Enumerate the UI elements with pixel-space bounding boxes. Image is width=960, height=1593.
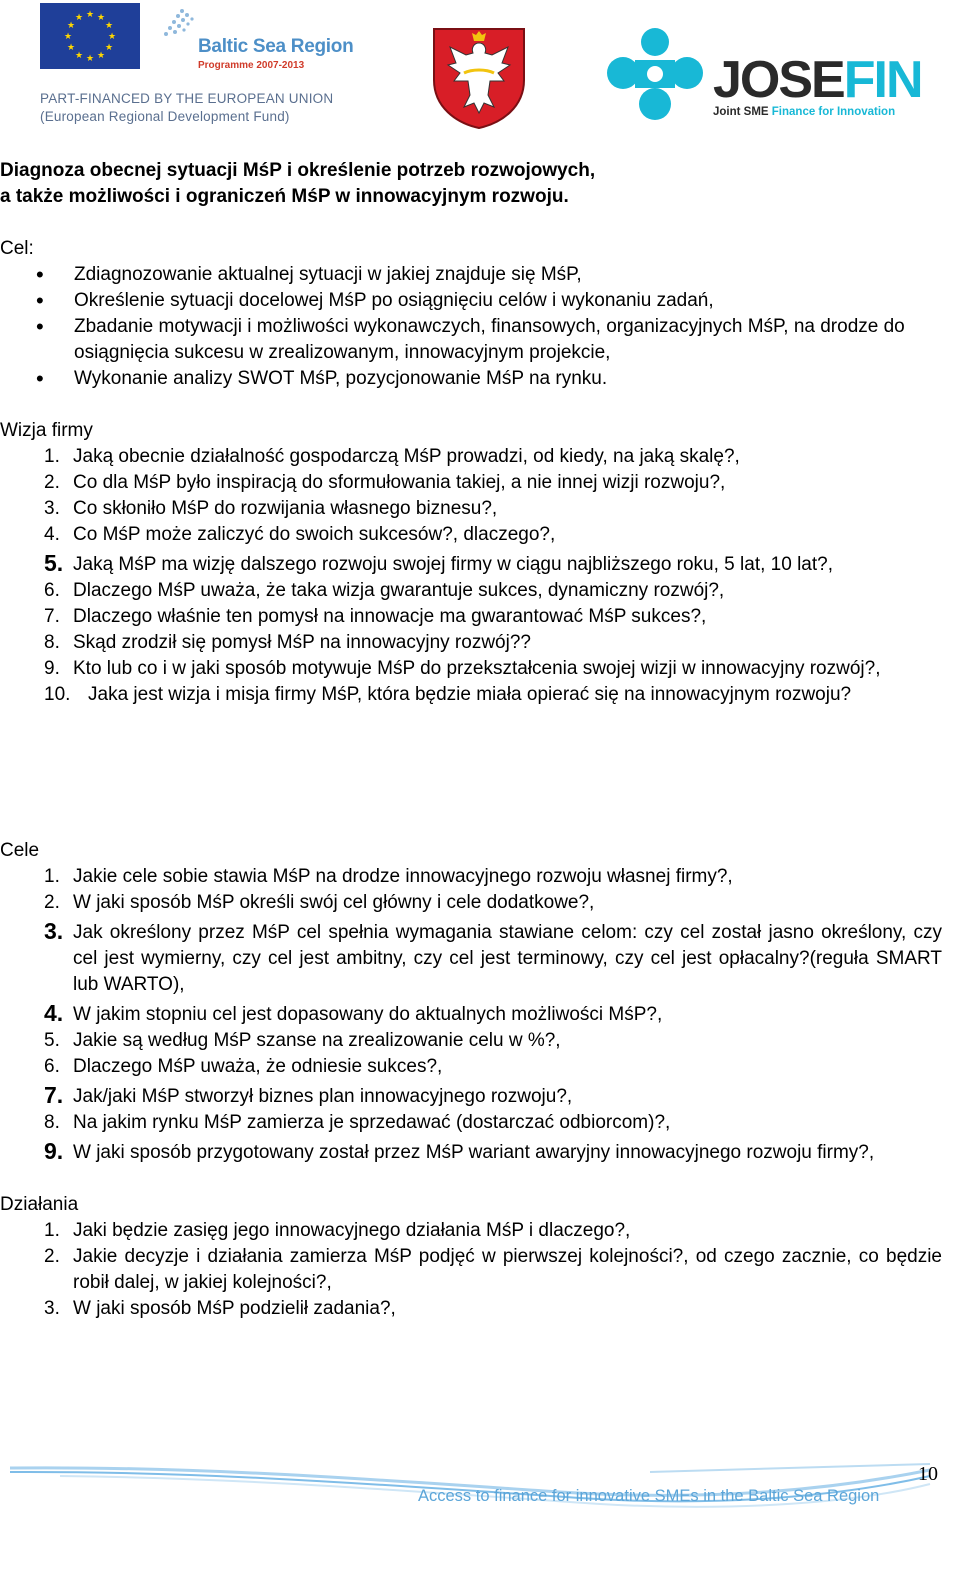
cele-list [0,864,942,1166]
item-text: Co MśP może zaliczyć do swoich sukcesów?, dlaczego?, [73,524,556,545]
page-footer [0,1462,960,1522]
item-number: 8. [44,632,60,653]
item-number: 5. [44,1030,60,1051]
list-item [0,604,942,630]
josefin-tag-a: Joint SME [713,106,772,118]
cel-section-title: Cel: [0,238,34,259]
item-number: 4. [44,524,60,545]
list-item [0,444,942,470]
item-number: 8. [44,1112,60,1133]
item-number: 1. [44,446,60,467]
intro-heading-line2: a także możliwości i ograniczeń MśP w innowacyjnym rozwoju. [0,186,569,207]
list-item [0,470,942,496]
item-text: Skąd zrodził się pomysł MśP na innowacyjny rozwój?? [73,632,531,653]
item-number: 7. [44,1082,64,1108]
list-item [0,864,942,890]
item-text: Jak/jaki MśP stworzył biznes plan innowacyjnego rozwoju?, [73,1086,573,1107]
list-item [0,1084,942,1110]
wizja-list [0,444,942,708]
list-item [0,1002,942,1028]
item-text: Kto lub co i w jaki sposób motywuje MśP do przekształcenia swojej wizji w innowacyjny rozwój?, [73,658,881,679]
list-item [0,1054,942,1080]
svg-text:★: ★ [107,32,117,42]
footer-tagline: Access to finance for innovative SMEs in the Baltic Sea Region [418,1487,880,1505]
item-number: 3. [44,918,64,944]
svg-text:★: ★ [104,43,114,53]
svg-text:★: ★ [96,13,106,23]
item-number: 2. [44,472,60,493]
list-item [0,682,942,708]
list-item [0,630,942,656]
josefin-tagline [713,106,895,118]
list-item [0,496,942,522]
item-number: 9. [44,1138,64,1164]
list-item [0,522,942,548]
list-item [0,920,942,998]
item-text: Jaką obecnie działalność gospodarczą MśP prowadzi, od kiedy, na jaką skalę?, [73,446,740,467]
dzialania-list [0,1218,942,1322]
list-item [0,552,942,578]
svg-text:★: ★ [85,54,95,64]
list-item: • Określenie sytuacji docelowej MśP po osiągnięciu celów i wykonaniu zadań, [0,288,942,314]
item-text: W jaki sposób przygotowany został przez MśP wariant awaryjny innowacyjnego rozwoju firmy?, [73,1142,875,1163]
item-text: Dlaczego MśP uważa, że odniesie sukces?, [73,1056,443,1077]
bsr-title: Baltic Sea Region [198,36,354,57]
item-number: 4. [44,1000,64,1026]
eu-flag-logo [40,3,140,69]
item-number: 7. [44,606,60,627]
svg-text:★: ★ [96,51,106,61]
item-number: 3. [44,1298,60,1319]
item-number: 3. [44,498,60,519]
item-number: 2. [44,892,60,913]
item-text: Jakie są według MśP szanse na zrealizowanie celu w %?, [73,1030,561,1051]
item-number: 9. [44,658,60,679]
svg-text:★: ★ [66,21,76,31]
list-item [0,656,942,682]
cel-list [0,262,942,392]
svg-text:★: ★ [104,21,114,31]
part-financed-line2: (European Regional Development Fund) [40,109,290,124]
list-item [0,890,942,916]
svg-text:★: ★ [74,13,84,23]
baltic-sea-region-logo [158,4,358,74]
item-number: 1. [44,1220,60,1241]
list-item [0,1110,942,1136]
list-item: • Zdiagnozowanie aktualnej sytuacji w jakiej znajduje się MśP, [0,262,942,288]
item-text: W jakim stopniu cel jest dopasowany do aktualnych możliwości MśP?, [73,1004,663,1025]
cele-section-title: Cele [0,840,40,861]
list-item [0,1140,942,1166]
item-text: Jaką MśP ma wizję dalszego rozwoju swojej firmy w ciągu najbliższego roku, 5 lat, 10 lat?, [73,554,833,575]
item-number: 5. [44,550,64,576]
item-text: Dlaczego właśnie ten pomysł na innowacje ma gwarantować MśP sukces?, [73,606,707,627]
josefin-word-b: FIN [843,51,922,109]
item-text: Jaki będzie zasięg jego innowacyjnego działania MśP i dlaczego?, [73,1220,631,1241]
bsr-programme: Programme 2007-2013 [198,60,305,71]
josefin-logo [605,28,935,123]
list-item: • Wykonanie analizy SWOT MśP, pozycjonowanie MśP na rynku. [0,366,942,392]
item-text: Na jakim rynku MśP zamierza je sprzedawać (dostarczać odbiorcom)?, [73,1112,671,1133]
page-number: 10 [918,1463,938,1485]
list-item [0,1244,942,1296]
intro-heading-line1: Diagnoza obecnej sytuacji MśP i określenie potrzeb rozwojowych, [0,160,596,181]
list-item: • Zbadanie motywacji i możliwości wykonawczych, finansowych, organizacyjnych MśP, na drodze do osiągnięcia sukcesu w zrealizowanym, innowacyjnym projekcie, [0,314,942,366]
item-text: Jaka jest wizja i misja firmy MśP, która będzie miała opierać się na innowacyjnym rozwoju? [88,684,852,705]
item-text: W jaki sposób MśP podzielił zadania?, [73,1298,396,1319]
svg-text:★: ★ [63,32,73,42]
item-number: 10. [44,684,71,705]
josefin-word-a: JOSE [713,51,844,109]
part-financed-note [40,90,333,126]
list-item [0,578,942,604]
josefin-wordmark [713,51,922,109]
item-text: Jakie decyzje i działania zamierza MśP podjęć w pierwszej kolejności?, od czego zacznie, co będzie robił dalej, w jakiej kolejności?, [73,1246,942,1293]
item-number: 6. [44,580,60,601]
list-item [0,1218,942,1244]
svg-text:★: ★ [74,51,84,61]
list-item [0,1028,942,1054]
item-text: Jakie cele sobie stawia MśP na drodze innowacyjnego rozwoju własnej firmy?, [73,866,733,887]
svg-text:★: ★ [66,43,76,53]
document-body [0,158,942,1322]
wizja-section-title: Wizja firmy [0,420,93,441]
svg-text:★: ★ [85,10,95,20]
item-text: W jaki sposób MśP określi swój cel główny i cele dodatkowe?, [73,892,595,913]
page-header [0,0,960,140]
item-text: Co dla MśP było inspiracją do sformułowania takiej, a nie innej wizji rozwoju?, [73,472,726,493]
item-text: Dlaczego MśP uważa, że taka wizja gwarantuje sukces, dynamiczny rozwój?, [73,580,725,601]
item-number: 1. [44,866,60,887]
dzialania-section-title: Działania [0,1194,79,1215]
part-financed-line1: PART-FINANCED BY THE EUROPEAN UNION [40,91,334,106]
list-item [0,1296,942,1322]
wielkopolska-crest-logo [430,25,528,130]
item-number: 2. [44,1246,60,1267]
item-number: 6. [44,1056,60,1077]
josefin-tag-b: Finance for Innovation [771,106,896,118]
item-text: Jak określony przez MśP cel spełnia wymagania stawiane celom: czy cel został jasno określony, czy cel jest wymierny, czy cel jest ambitny, czy cel jest terminowy, czy cel jest opłacalny?(reguła SMART lub WARTO), [73,922,942,995]
item-text: Co skłoniło MśP do rozwijania własnego biznesu?, [73,498,498,519]
